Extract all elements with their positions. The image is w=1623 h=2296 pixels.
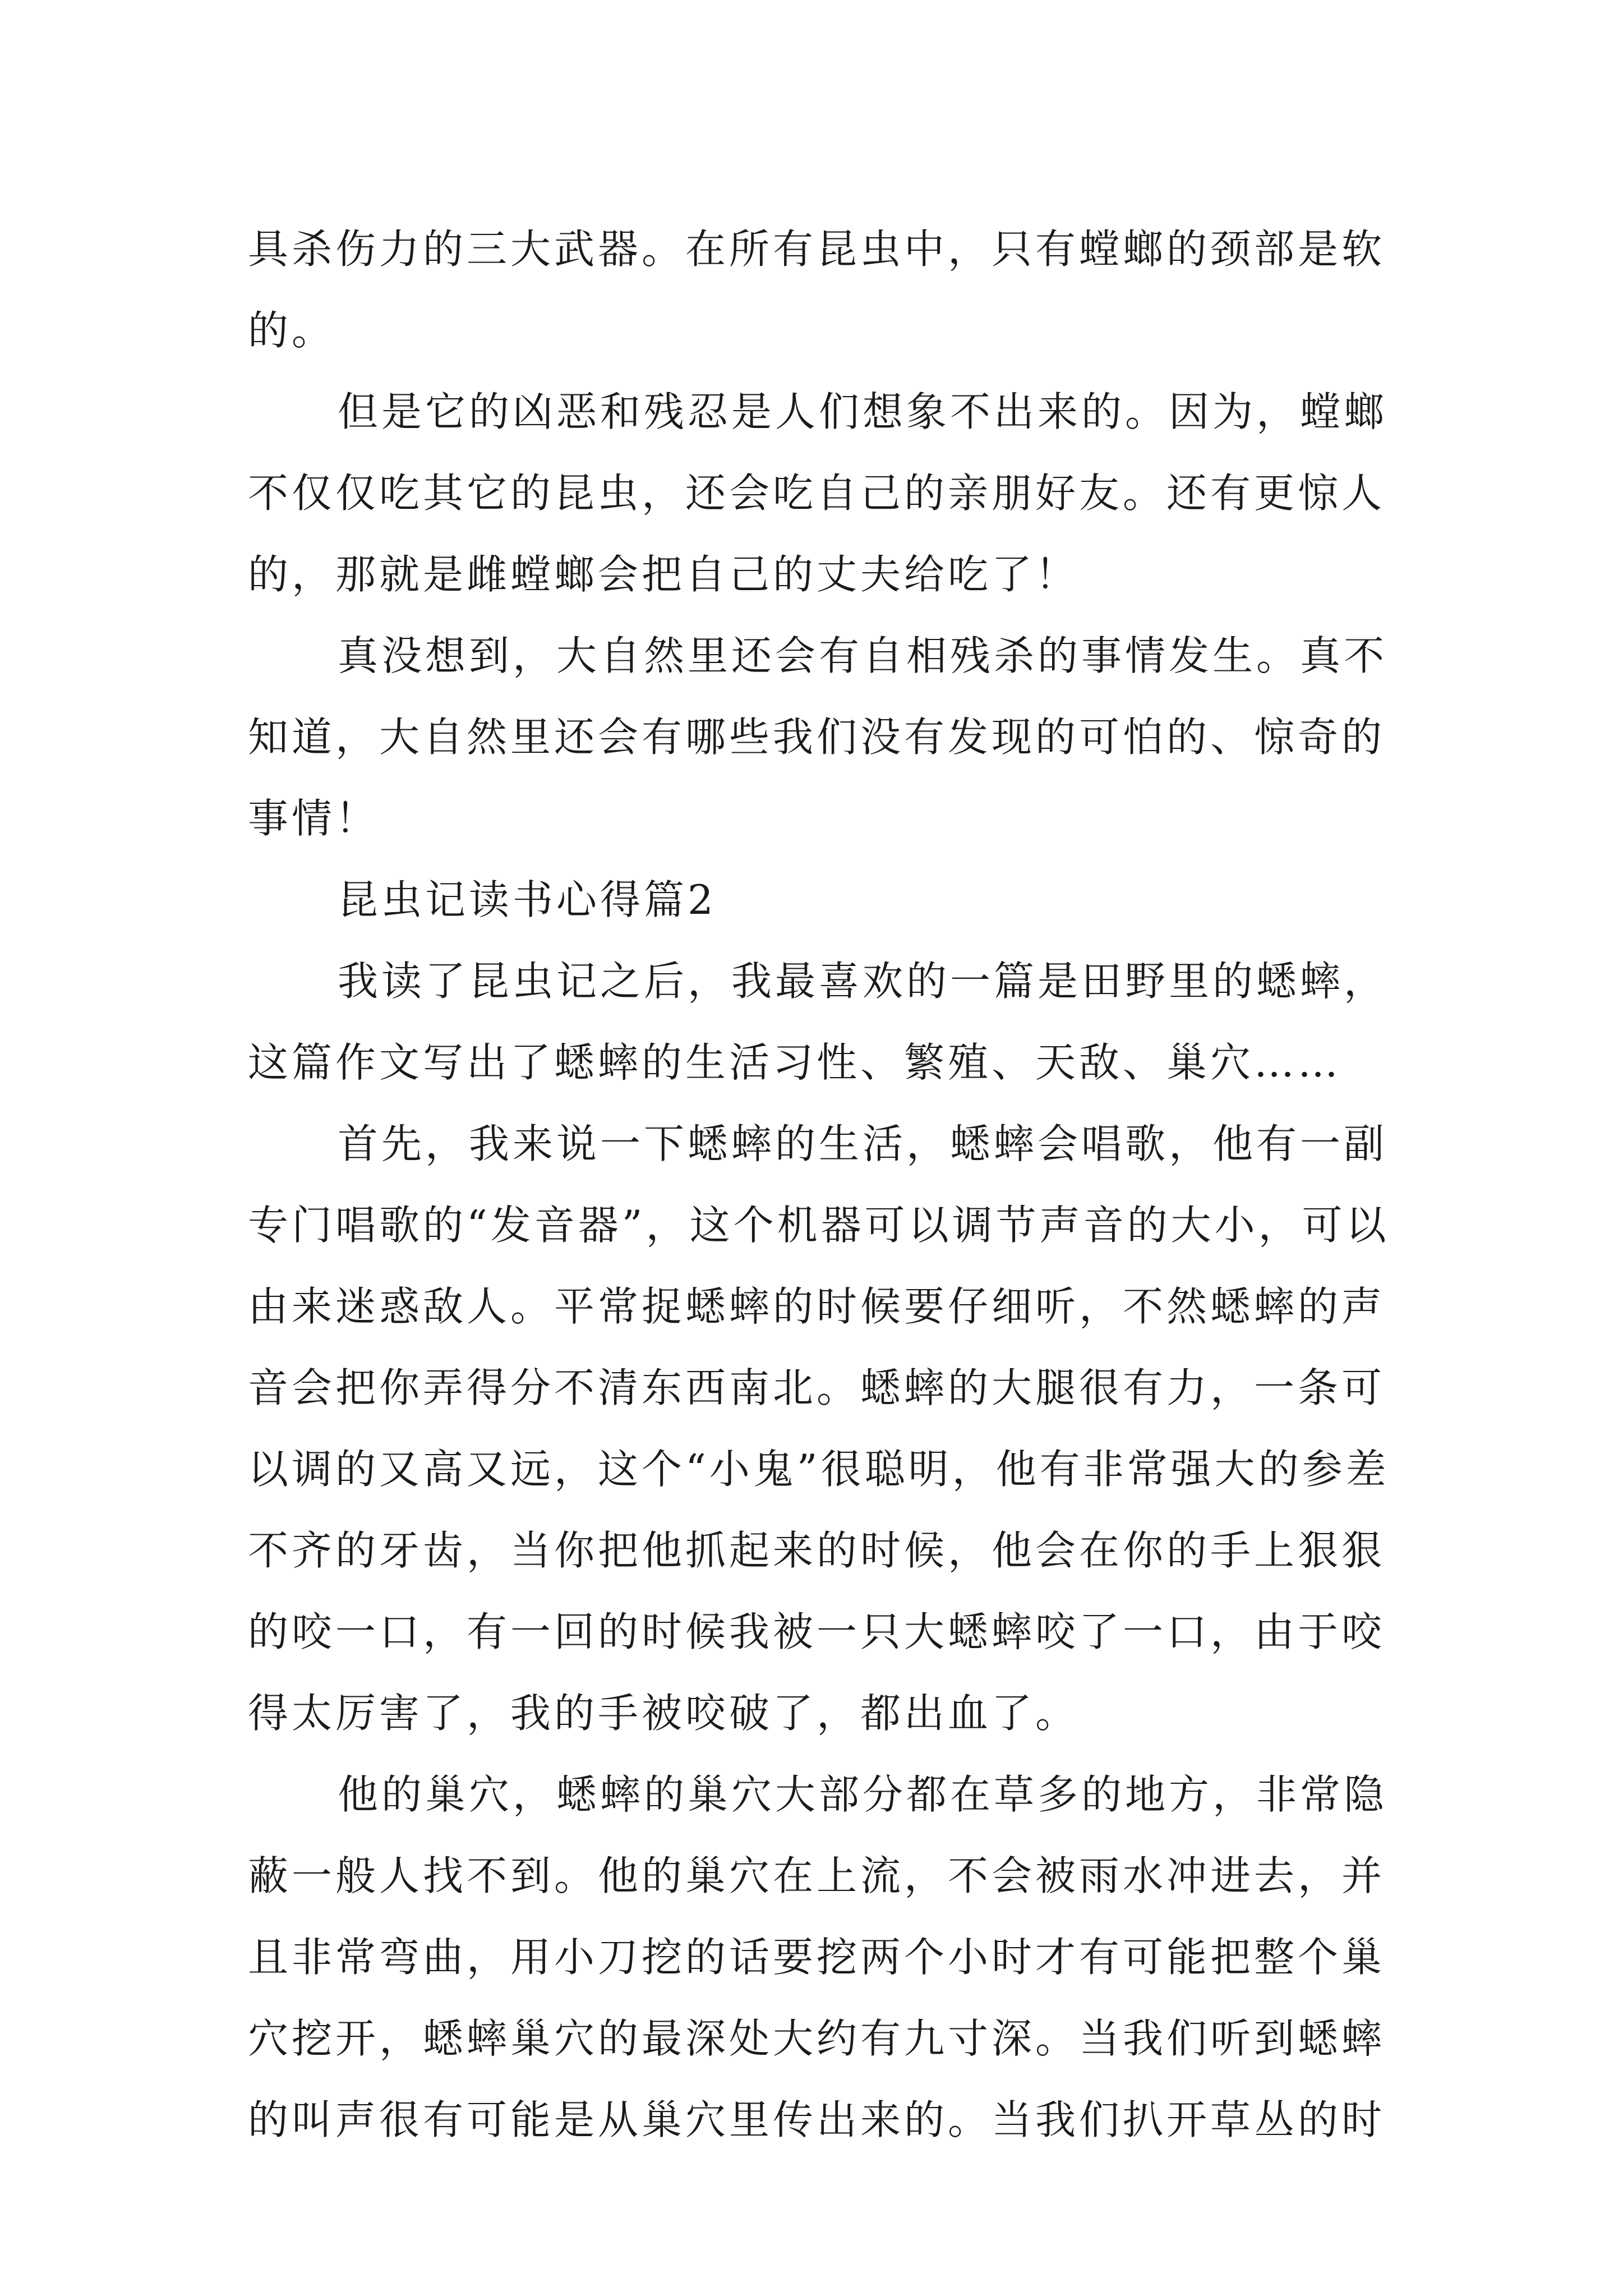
paragraph-5: 首先，我来说一下蟋蟀的生活，蟋蟀会唱歌，他有一副专门唱歌的“发音器”，这个机器可以调节声音的大小，可以由来迷惑敌人。平常捉蟋蟀的时候要仔细听，不然蟋蟀的声音会把你弄得分不清东西南北。蟋蟀的大腿很有力，一条可以调的又高又远，这个“小鬼”很聪明，他有非常强大的参差不齐的牙齿，当你把他抓起来的时候，他会在你的手上狠狠的咬一口，有一回的时候我被一只大蟋蟀咬了一口，由于咬得太厉害了，我的手被咬破了，都出血了。	[248, 1120, 1390, 1737]
paragraph-4: 我读了昆虫记之后，我最喜欢的一篇是田野里的蟋蟀，这篇作文写出了蟋蟀的生活习性、繁殖、天敌、巢穴……	[248, 958, 1388, 1086]
paragraph-3: 真没想到，大自然里还会有自相残杀的事情发生。真不知道，大自然里还会有哪些我们没有发现的可怕的、惊奇的事情！	[248, 632, 1388, 842]
paragraph-6: 他的巢穴，蟋蟀的巢穴大部分都在草多的地方，非常隐蔽一般人找不到。他的巢穴在上流，不会被雨水冲进去，并且非常弯曲，用小刀挖的话要挖两个小时才有可能把整个巢穴挖开，蟋蟀巢穴的最深处大约有九寸深。当我们听到蟋蟀的叫声很有可能是从巢穴里传出来的。当我们扒开草丛的时	[248, 1771, 1388, 2143]
section-heading: 昆虫记读书心得篇2	[338, 876, 717, 923]
paragraph-1: 具杀伤力的三大武器。在所有昆虫中，只有螳螂的颈部是软的。	[248, 226, 1386, 354]
document-body	[248, 209, 1392, 2161]
paragraph-2: 但是它的凶恶和残忍是人们想象不出来的。因为，螳螂不仅仅吃其它的昆虫，还会吃自己的亲朋好友。还有更惊人的，那就是雌螳螂会把自己的丈夫给吃了！	[248, 388, 1388, 598]
